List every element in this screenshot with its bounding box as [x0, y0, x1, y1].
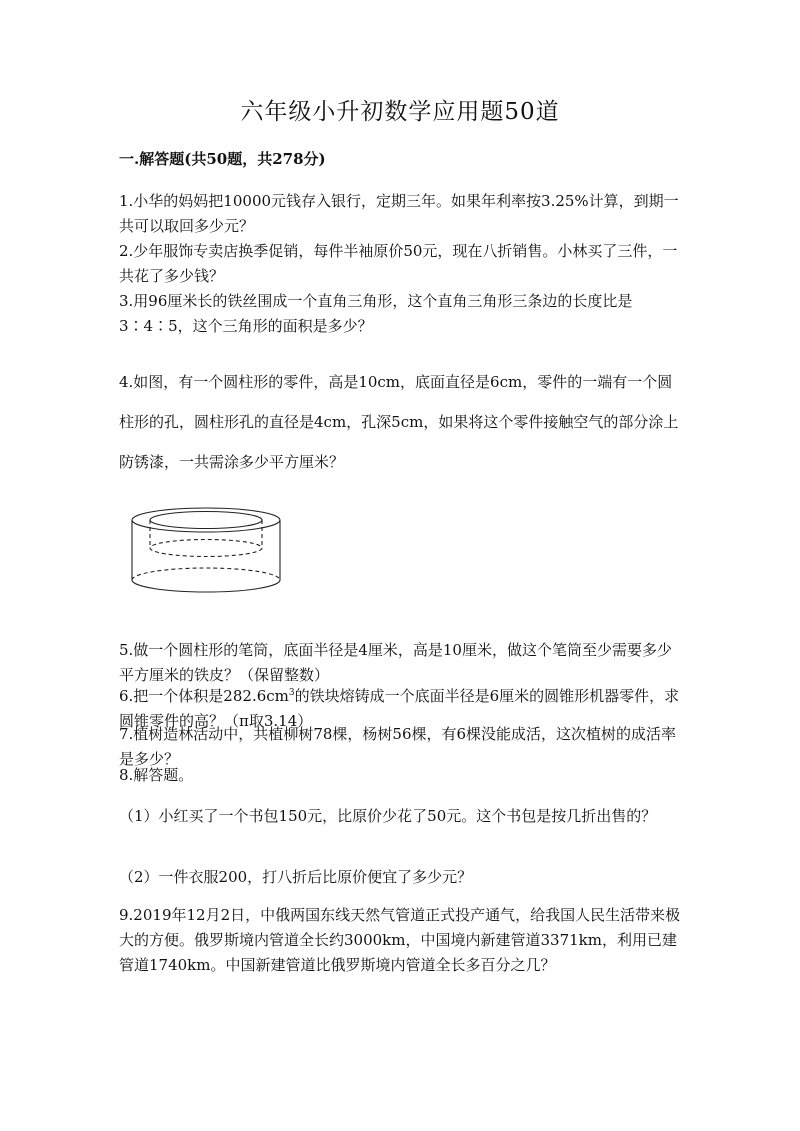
question-8-part-2: （2）一件衣服200，打八折后比原价便宜了多少元？: [119, 868, 473, 886]
question-3: 3.用96厘米长的铁丝围成一个直角三角形，这个直角三角形三条边的长度比是3∶4∶5，这个三角形的面积是多少？: [119, 292, 633, 335]
section-heading: 一.解答题(共50题，共278分): [119, 150, 326, 168]
question-5: 5.做一个圆柱形的笔筒，底面半径是4厘米，高是10厘米，做这个笔筒至少需要多少平方厘米的铁皮？（保留整数）: [119, 641, 672, 684]
question-7: 7.植树造林活动中，共植柳树78棵，杨树56棵，有6棵没能成活，这次植树的成活率是多少？: [119, 725, 677, 768]
question-9: 9.2019年12月2日，中俄两国东线天然气管道正式投产通气，给我国人民生活带来极大的方便。俄罗斯境内管道全长约3000km，中国境内新建管道3371km，利用已建管道1740km。中国新建管道比俄罗斯境内管道全长多百分之几？: [119, 906, 681, 974]
question-1: 1.小华的妈妈把10000元钱存入银行，定期三年。如果年利率按3.25%计算，到期一共可以取回多少元？: [119, 192, 679, 235]
question-6-text-before: 6.把一个体积是282.6cm: [119, 687, 289, 705]
cylinder-with-hole-figure: [128, 500, 288, 595]
question-2: 2.少年服饰专卖店换季促销，每件半袖原价50元，现在八折销售。小林买了三件，一共花了多少钱？: [119, 242, 678, 285]
question-6-superscript: 3: [288, 688, 295, 698]
question-6-text-after: 的铁块熔铸成一个底面半径是6厘米的圆锥形机器零件，求圆锥零件的高？（π取3.14）: [119, 687, 680, 730]
question-4: 4.如图，有一个圆柱形的零件，高是10cm，底面直径是6cm，零件的一端有一个圆柱形的孔，圆柱形孔的直径是4cm，孔深5cm，如果将这个零件接触空气的部分涂上防锈漆，一共需涂多少平方厘米？: [119, 373, 679, 471]
question-8: 8.解答题。: [119, 766, 194, 784]
question-8-part-1: （1）小红买了一个书包150元，比原价少花了50元。这个书包是按几折出售的？: [119, 807, 657, 825]
page-title: 六年级小升初数学应用题50道: [240, 99, 560, 125]
